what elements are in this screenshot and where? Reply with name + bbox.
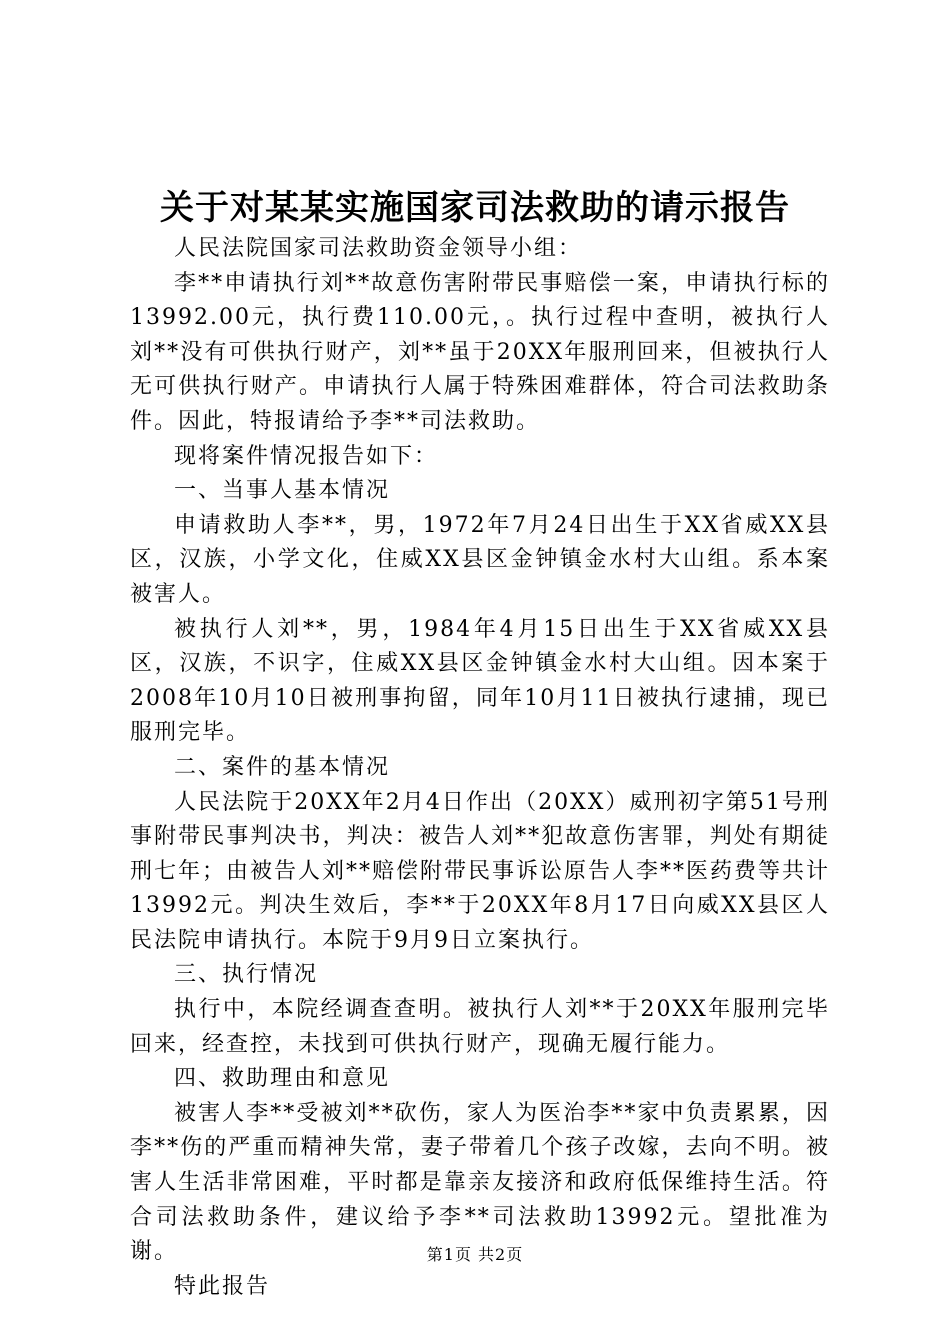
section-heading-case: 二、案件的基本情况 (174, 754, 391, 780)
respondent-paragraph: 被执行人刘**，男，1984年4月15日出生于XX省威XX县区，汉族，不识字，住威XX县区金钟镇金水村大山组。因本案于2008年10月10日被刑事拘留，同年10月11日被执行逮捕，现已服刑完毕。 (130, 616, 830, 746)
salutation: 人民法院国家司法救助资金领导小组： (174, 236, 583, 261)
execution-paragraph: 执行中，本院经调查查明。被执行人刘**于20XX年服刑完毕回来，经查控，未找到可供执行财产，现确无履行能力。 (130, 997, 830, 1057)
intro-paragraph: 李**申请执行刘**故意伤害附带民事赔偿一案，申请执行标的13992.00元，执行费110.00元，。执行过程中查明，被执行人刘**没有可供执行财产，刘**虽于20XX年服刑回来，但被执行人无可供执行财产。申请执行人属于特殊困难群体，符合司法救助条件。因此，特报请给予李**司法救助。 (130, 270, 830, 434)
report-lead: 现将案件情况报告如下： (174, 443, 439, 469)
section-heading-execution: 三、执行情况 (174, 962, 319, 988)
reasons-paragraph: 被害人李**受被刘**砍伤，家人为医治李**家中负责累累，因李**伤的严重而精神失常，妻子带着几个孩子改嫁，去向不明。被害人生活非常困难，平时都是靠亲友接济和政府低保维持生活。符合司法救助条件，建议给予李**司法救助13992元。望批准为谢。 (130, 1100, 830, 1265)
case-paragraph: 人民法院于20XX年2月4日作出（20XX）威刑初字第51号刑事附带民事判决书，判决：被告人刘**犯故意伤害罪，判处有期徒刑七年；由被告人刘**赔偿附带民事诉讼原告人李**医药费等共计13992元。判决生效后，李**于20XX年8月17日向威XX县区人民法院申请执行。本院于9月9日立案执行。 (130, 789, 831, 953)
page-footer: 第1页 共2页 (426, 1245, 524, 1264)
section-heading-reasons: 四、救助理由和意见 (174, 1066, 391, 1092)
applicant-paragraph: 申请救助人李**，男，1972年7月24日出生于XX省威XX县区，汉族，小学文化，住威XX县区金钟镇金水村大山组。系本案被害人。 (130, 512, 830, 607)
document-title: 关于对某某实施国家司法救助的请示报告 (160, 188, 790, 228)
closing-line: 特此报告 (174, 1273, 271, 1299)
document-body (130, 232, 830, 1304)
section-heading-parties: 一、当事人基本情况 (174, 478, 391, 504)
